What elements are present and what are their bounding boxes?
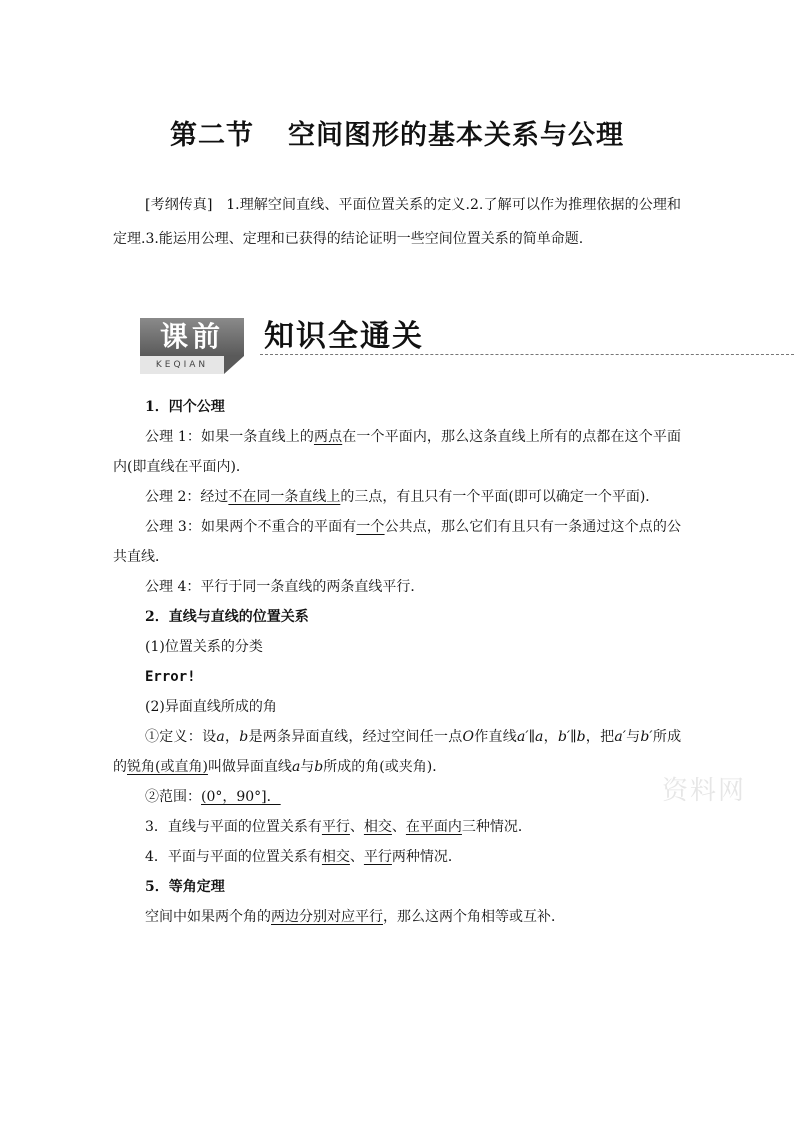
axiom-4: 公理 4：平行于同一条直线的两条直线平行． [145,579,425,595]
s1-title: 1．四个公理 [145,399,225,415]
page-title [0,113,794,152]
banner-heading: 知识全通关 [264,319,424,354]
axiom-3: 公理 3：如果两个不重合的平面有一个公共点，那么它们有且只有一条通过这个点的公共直线． [113,519,682,565]
skew-angle-definition: ①定义：设a，b是两条异面直线，经过空间任一点O作直线a′∥a，b′∥b，把a′与b′所成的锐角(或直角)叫做异面直线a与b所成的角(或夹角)． [113,729,682,775]
banner-badge-sub: KEQIAN [140,356,224,374]
axiom-2: 公理 2：经过不在同一条直线上的三点，有且只有一个平面(即可以确定一个平面)． [145,489,660,505]
s3-line-plane: 3．直线与平面的位置关系有平行、相交、在平面内三种情况． [145,819,532,835]
banner-triangle [224,356,244,374]
equal-angle-theorem: 空间中如果两个角的两边分别对应平行，那么这两个角相等或互补． [145,909,565,925]
section-name: 空间图形的基本关系与公理 [288,120,624,151]
s5-title: 5．等角定理 [145,879,225,895]
blank-answer: 两点 [313,429,343,445]
error-text: Error! [145,669,196,685]
s2-sub1: (1)位置关系的分类 [145,639,263,655]
watermark: 资料网 [662,776,747,806]
s2-sub2: (2)异面直线所成的角 [145,699,277,715]
banner-badge: 课前 [140,318,244,356]
content [113,392,681,932]
syllabus-paragraph [113,188,681,256]
skew-angle-range: ②范围：(0°，90°]． [145,789,281,805]
syllabus-text: 1.理解空间直线、平面位置关系的定义.2.了解可以作为推理依据的公理和定理.3.能运用公理、定理和已获得的结论证明一些空间位置关系的简单命题. [113,197,681,247]
blank-answer: 锐角(或直角) [127,759,208,775]
s2-title: 2．直线与直线的位置关系 [145,609,309,625]
blank-answer: 一个 [356,519,385,535]
section-number: 第二节 [170,120,254,151]
axiom-1: 公理 1：如果一条直线上的两点在一个平面内，那么这条直线上所有的点都在这个平面内(即直线在平面内)． [113,429,682,475]
blank-answer: (0°，90°]． [201,789,281,805]
s4-plane-plane: 4．平面与平面的位置关系有相交、平行两种情况． [145,849,462,865]
banner-dashed-line [260,354,794,355]
blank-answer: 不在同一条直线上 [228,489,341,505]
section-banner [140,318,794,380]
syllabus-tag: [考纲传真] [145,197,213,213]
